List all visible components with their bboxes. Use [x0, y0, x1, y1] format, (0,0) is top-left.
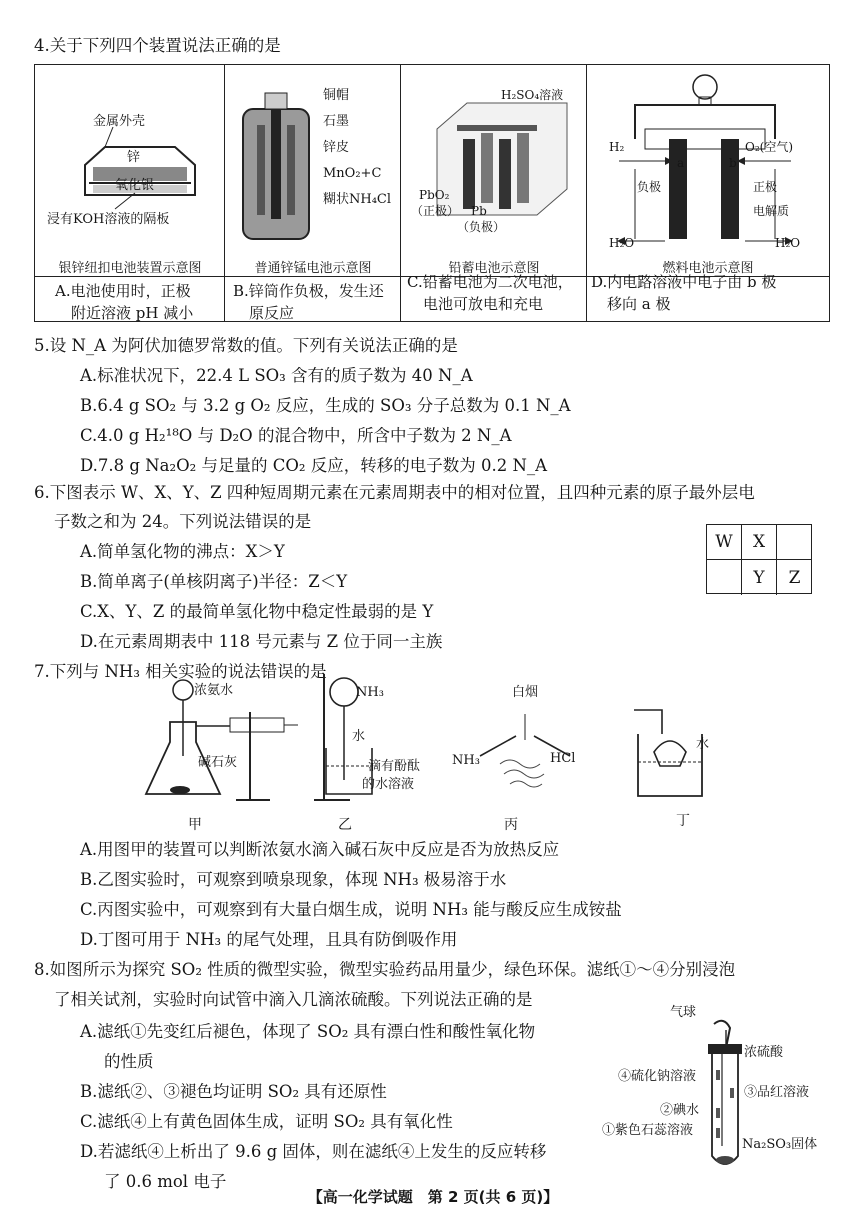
q6-stem-line2: 子数之和为 24。下列说法错误的是 [54, 512, 312, 531]
jia-label-ammonia: 浓氨水 [194, 683, 234, 698]
q8-option-d: D.若滤纸④上析出了 9.6 g 固体，则在滤纸④上发生的反应转移 [80, 1142, 547, 1161]
q5-option-c: C.4.0 g H₂¹⁸O 与 D₂O 的混合物中，所含中子数为 2 N_A [80, 426, 512, 445]
d3-label-pos: （正极） [411, 204, 460, 218]
d4-label-a: a [677, 156, 685, 170]
q7-option-b: B.乙图实验时，可观察到喷泉现象，体现 NH₃ 极易溶于水 [80, 870, 507, 889]
d1-label-zinc: 锌 [127, 150, 141, 165]
yi-label-water: 水 [352, 729, 366, 744]
d4-label-h2o-right: H₂O [775, 236, 801, 250]
d4-label-h2o-left: H₂O [609, 236, 635, 250]
q8-label-na2s: ④硫化钠溶液 [618, 1069, 697, 1084]
figure-bing-name: 丙 [504, 817, 518, 833]
d2-label-graphite: 石墨 [323, 114, 350, 129]
bing-label-smoke: 白烟 [512, 685, 539, 700]
d3-label-h2so4: H₂SO₄溶液 [501, 88, 564, 102]
q4-device-table [34, 64, 830, 322]
q6-option-c: C.X、Y、Z 的最简单氢化物中稳定性最弱的是 Y [80, 602, 434, 621]
d2-caption: 普通锌锰电池示意图 [254, 261, 372, 276]
figure-bing [470, 700, 580, 790]
q8-option-a: A.滤纸①先变红后褪色，体现了 SO₂ 具有漂白性和酸性氧化物 [80, 1022, 536, 1041]
grid-cell-w: W [707, 525, 742, 560]
grid-cell-empty-2 [707, 560, 742, 595]
d1-caption: 银锌纽扣电池装置示意图 [58, 261, 202, 276]
q8-stem-line1: 8.如图所示为探究 SO₂ 性质的微型实验，微型实验药品用量少，绿色环保。滤纸①～④分别浸泡 [34, 960, 736, 979]
q7-stem: 7.下列与 NH₃ 相关实验的说法错误的是 [34, 662, 327, 681]
d3-option-line2: 电池可放电和充电 [423, 295, 544, 313]
q8-option-a-cont: 的性质 [104, 1052, 154, 1071]
q7-option-c: C.丙图实验中，可观察到有大量白烟生成，说明 NH₃ 能与酸反应生成铵盐 [80, 900, 622, 919]
d1-option [55, 280, 193, 324]
q6-option-b: B.简单离子(单核阴离子)半径：Z＜Y [80, 572, 348, 591]
lead-acid-figure [427, 99, 577, 219]
d1-label-ag2o: 氧化银 [115, 178, 155, 193]
figure-jia-name: 甲 [188, 817, 202, 833]
button-cell-figure [75, 125, 205, 215]
d3-option [407, 271, 573, 315]
q8-stem-line2: 了相关试剂，实验时向试管中滴入几滴浓硫酸。下列说法正确的是 [54, 990, 533, 1009]
grid-cell-empty-1 [777, 525, 812, 560]
figure-ding-name: 丁 [676, 813, 690, 829]
q6-option-a: A.简单氢化物的沸点：X＞Y [80, 542, 285, 561]
jia-label-soda-lime: 碱石灰 [198, 755, 238, 770]
d4-label-b: b [729, 156, 737, 170]
grid-cell-z: Z [788, 567, 801, 588]
q5-stem: 5.设 N_A 为阿伏加德罗常数的值。下列有关说法正确的是 [34, 336, 458, 355]
q8-option-c: C.滤纸④上有黄色固体生成，证明 SO₂ 具有氧化性 [80, 1112, 453, 1131]
q8-label-na2so3: Na₂SO₃固体 [742, 1137, 818, 1152]
d4-label-negative: 负极 [637, 180, 662, 194]
d4-option-line1: D.内电路溶液中电子由 b 极 [591, 273, 777, 291]
d2-label-cap: 铜帽 [323, 88, 350, 103]
d4-option [591, 271, 776, 315]
figure-yi-name: 乙 [338, 817, 352, 833]
d2-option-line2: 原反应 [249, 304, 295, 322]
q8-label-iodine: ②碘水 [660, 1103, 700, 1118]
d1-option-line1: A.电池使用时，正极 [55, 282, 191, 300]
yi-label-phenol-2: 的水溶液 [362, 777, 415, 792]
bing-label-hcl: HCl [550, 751, 576, 766]
q8-option-b: B.滤纸②、③褪色均证明 SO₂ 具有还原性 [80, 1082, 387, 1101]
dry-cell-figure [235, 85, 325, 250]
d3-option-line1: C.铅蓄电池为二次电池， [407, 273, 573, 291]
q5-option-b: B.6.4 g SO₂ 与 3.2 g O₂ 反应，生成的 SO₃ 分子总数为 0.1 N_A [80, 396, 571, 415]
d2-option-line1: B.锌筒作负极，发生还 [233, 282, 384, 300]
grid-cell-x: X [742, 525, 777, 560]
yi-label-nh3: NH₃ [356, 685, 384, 700]
periodic-table-fragment [706, 524, 812, 594]
ding-label-water: 水 [696, 737, 710, 752]
q6-option-d: D.在元素周期表中 118 号元素与 Z 位于同一主族 [80, 632, 443, 651]
q7-option-d: D.丁图可用于 NH₃ 的尾气处理，且具有防倒吸作用 [80, 930, 458, 949]
d4-label-o2: O₂(空气) [745, 140, 794, 154]
q8-label-magenta: ③品红溶液 [744, 1085, 810, 1100]
q8-label-balloon: 气球 [670, 1005, 697, 1020]
d2-label-mno2: MnO₂+C [323, 166, 382, 181]
d3-label-pb: Pb [471, 204, 487, 218]
d2-label-nh4cl: 糊状NH₄Cl [323, 192, 392, 207]
d1-label-shell: 金属外壳 [93, 114, 146, 129]
q5-option-a: A.标准状况下，22.4 L SO₃ 含有的质子数为 40 N_A [80, 366, 473, 385]
d4-option-line2: 移向 a 极 [607, 295, 671, 313]
d1-label-separator: 浸有KOH溶液的隔板 [47, 212, 170, 227]
d4-label-electrolyte: 电解质 [753, 204, 790, 218]
yi-label-phenol-1: 滴有酚酞 [368, 759, 421, 774]
grid-cell-y: Y [742, 560, 777, 595]
d2-option [233, 280, 384, 324]
q7-option-a: A.用图甲的装置可以判断浓氨水滴入碱石灰中反应是否为放热反应 [80, 840, 560, 859]
q8-label-litmus: ①紫色石蕊溶液 [602, 1123, 694, 1138]
q8-label-h2so4: 浓硫酸 [744, 1045, 784, 1060]
d2-label-zinc: 锌皮 [323, 140, 350, 155]
d3-label-neg: （负极） [457, 220, 506, 234]
fuel-cell-figure [605, 69, 805, 249]
d3-caption: 铅蓄电池示意图 [448, 261, 540, 276]
d3-label-pbo2: PbO₂ [419, 188, 450, 202]
q6-stem-line1: 6.下图表示 W、X、Y、Z 四种短周期元素在元素周期表中的相对位置，且四种元素的原子最外层电 [34, 483, 755, 502]
d4-label-positive: 正极 [753, 180, 778, 194]
bing-label-nh3: NH₃ [452, 753, 480, 768]
q5-option-d: D.7.8 g Na₂O₂ 与足量的 CO₂ 反应，转移的电子数为 0.2 N_A [80, 456, 548, 475]
d4-caption: 燃料电池示意图 [662, 261, 754, 276]
q4-stem: 4.关于下列四个装置说法正确的是 [34, 36, 281, 55]
q8-option-d-cont: 了 0.6 mol 电子 [104, 1172, 227, 1191]
d1-option-line2: 附近溶液 pH 减小 [71, 304, 194, 322]
d4-label-h2: H₂ [609, 140, 625, 154]
page-footer: 【高一化学试题 第 2 页(共 6 页)】 [307, 1188, 559, 1206]
